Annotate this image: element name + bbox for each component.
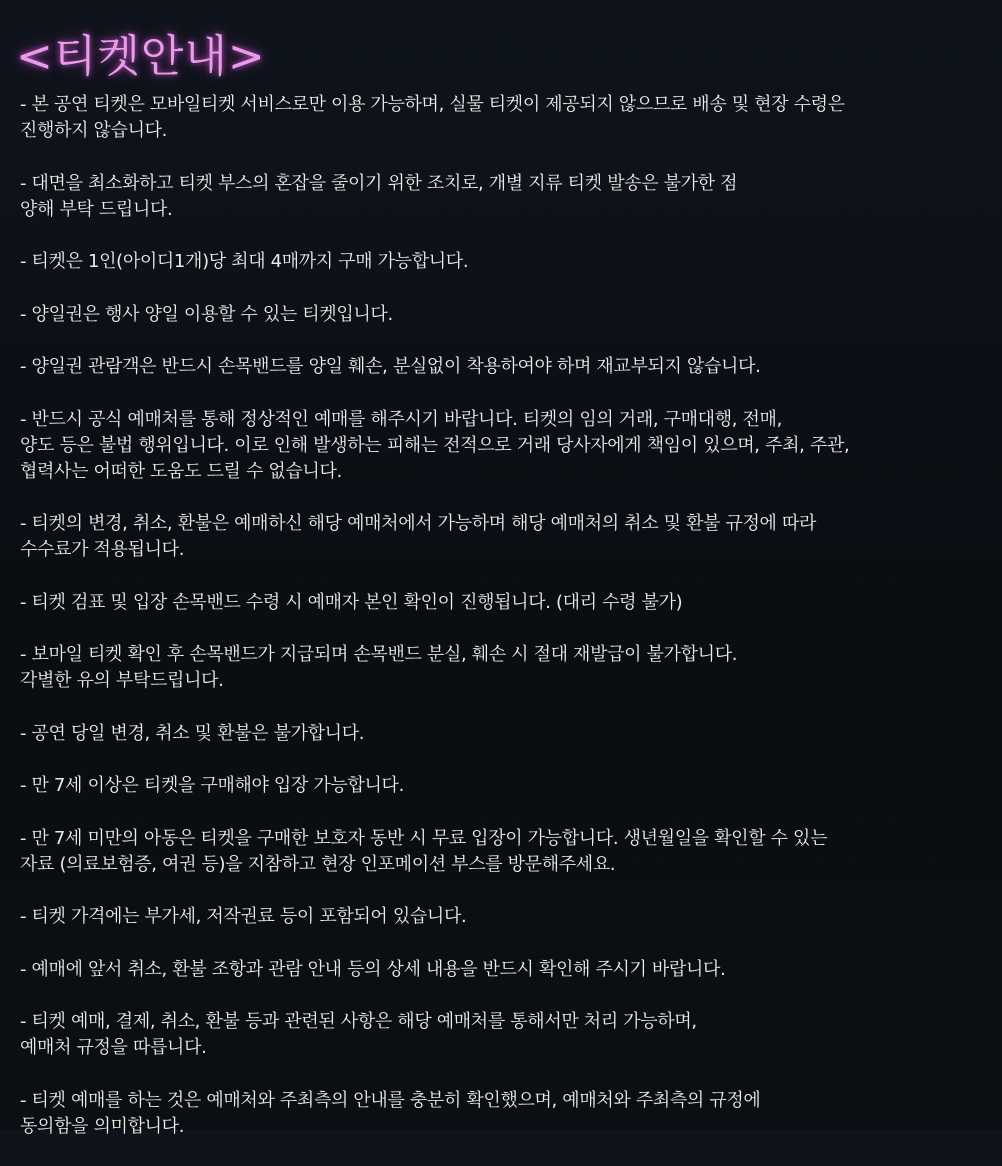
notice-item xyxy=(20,92,992,144)
notice-line: - 만 7세 미만의 아동은 티켓을 구매한 보호자 동반 시 무료 입장이 가능합니다. 생년월일을 확인할 수 있는 xyxy=(20,827,828,849)
notice-item xyxy=(20,721,992,747)
notice-line: - 반드시 공식 예매처를 통해 정상적인 예매를 해주시기 바랍니다. 티켓의 임의 거래, 구매대행, 전매, xyxy=(20,408,782,430)
notice-line: - 티켓 검표 및 입장 손목밴드 수령 시 예매자 본인 확인이 진행됩니다. (대리 수령 불가) xyxy=(20,591,683,613)
notice-line: 진행하지 않습니다. xyxy=(20,120,168,141)
notice-line: - 공연 당일 변경, 취소 및 환불은 불가합니다. xyxy=(20,722,365,744)
notice-line: - 양일권은 행사 양일 이용할 수 있는 티켓입니다. xyxy=(20,303,393,325)
notice-item xyxy=(20,354,992,380)
notice-item xyxy=(20,511,992,563)
notice-line: - 티켓 예매, 결제, 취소, 환불 등과 관련된 사항은 해당 예매처를 통해서만 처리 가능하며, xyxy=(20,1011,697,1032)
notice-line: - 만 7세 이상은 티켓을 구매해야 입장 가능합니다. xyxy=(20,775,404,796)
notice-line: 수수료가 적용됩니다. xyxy=(20,539,185,560)
notice-line: - 대면을 최소화하고 티켓 부스의 혼잡을 줄이기 위한 조치로, 개별 지류 티켓 발송은 불가한 점 xyxy=(20,172,738,194)
notice-item xyxy=(20,642,992,694)
notice-line: 양도 등은 불법 행위입니다. 이로 인해 발생하는 피해는 전적으로 거래 당사자에게 책임이 있으며, 주최, 주관, xyxy=(20,434,850,456)
notice-item xyxy=(20,1088,992,1140)
page-title: <티켓안내> xyxy=(16,31,266,83)
notice-item xyxy=(20,773,992,799)
notice-item xyxy=(20,590,992,616)
notice-item xyxy=(20,826,992,878)
notice-line: 예매처 규정을 따릅니다. xyxy=(20,1037,207,1058)
notice-line: - 티켓 가격에는 부가세, 저작권료 등이 포함되어 있습니다. xyxy=(20,906,467,927)
notice-line: - 티켓은 1인(아이디1개)당 최대 4매까지 구매 가능합니다. xyxy=(20,251,469,272)
notice-item xyxy=(20,407,992,485)
notice-line: - 예매에 앞서 취소, 환불 조항과 관람 안내 등의 상세 내용을 반드시 확인해 주시기 바랍니다. xyxy=(20,958,726,980)
notice-line: - 티켓 예매를 하는 것은 예매처와 주최측의 안내를 충분히 확인했으며, 예매처와 주최측의 규정에 xyxy=(20,1089,761,1111)
notice-line: - 티켓의 변경, 취소, 환불은 예매하신 해당 예매처에서 가능하며 해당 예매처의 취소 및 환불 규정에 따라 xyxy=(20,513,817,534)
notice-item xyxy=(20,171,992,223)
notice-item xyxy=(20,302,992,328)
notice-item xyxy=(20,904,992,930)
notice-line: - 본 공연 티켓은 모바일티켓 서비스로만 이용 가능하며, 실물 티켓이 제공되지 않으므로 배송 및 현장 수령은 xyxy=(20,94,845,115)
notice-item xyxy=(20,249,992,275)
notice-line: 양해 부탁 드립니다. xyxy=(20,198,173,220)
notice-line: 협력사는 어떠한 도움도 드릴 수 없습니다. xyxy=(20,460,342,482)
notice-item xyxy=(20,957,992,983)
notice-line: - 양일권 관람객은 반드시 손목밴드를 양일 훼손, 분실없이 착용하여야 하며 재교부되지 않습니다. xyxy=(20,356,761,377)
notice-line: 각별한 유의 부탁드립니다. xyxy=(20,670,224,691)
notice-item xyxy=(20,1009,992,1061)
notice-line: - 보마일 티켓 확인 후 손목밴드가 지급되며 손목밴드 분실, 훼손 시 절대 재발급이 불가합니다. xyxy=(20,644,738,665)
notice-line: 동의함을 의미합니다. xyxy=(20,1115,185,1137)
ticket-notice-list xyxy=(20,92,992,1166)
notice-line: 자료 (의료보험증, 여권 등)을 지참하고 현장 인포메이션 부스를 방문해주세요. xyxy=(20,853,616,875)
